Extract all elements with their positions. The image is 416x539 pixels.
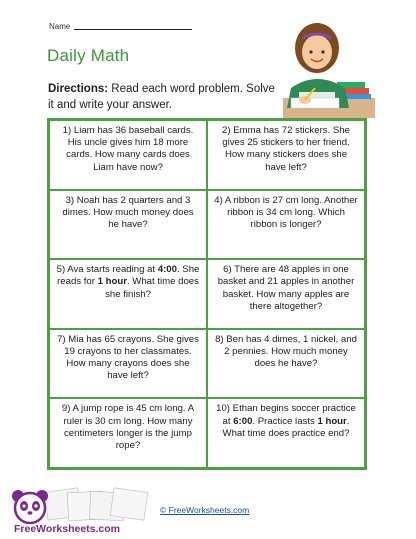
problem-cell: [49, 329, 207, 399]
problem-emphasis: 1 hour: [97, 276, 127, 288]
problem-cell: [207, 259, 365, 329]
problem-emphasis: 6:00: [233, 415, 253, 427]
problem-cell: [49, 190, 207, 260]
problem-text: 3) Noah has 2 quarters and 3 dimes. How much money does he have?: [62, 194, 194, 230]
problem-text: . What time does practice end?: [222, 415, 350, 439]
problem-text: 9) A jump rope is 45 cm long. A ruler is 30 cm long. How many centimeters longer is the jump rope?: [61, 403, 195, 451]
problem-cell: [49, 259, 207, 329]
problem-text: 4) A ribbon is 27 cm long. Another ribbon is 34 cm long. Which ribbon is longer?: [214, 194, 358, 230]
page-title: Daily Math: [47, 46, 130, 65]
problem-text: 8) Ben has 4 dimes, 1 nickel, and 2 pennies. How much money does he have?: [215, 333, 357, 370]
problem-text: 1) Liam has 36 baseball cards. His uncle gives him 18 more cards. How many cards does Liam have now?: [62, 125, 194, 173]
problem-grid: [47, 118, 367, 470]
name-label: Name: [49, 22, 71, 31]
problem-text: 5) Ava starts reading at: [56, 264, 158, 276]
name-underline: [74, 29, 192, 30]
problem-cell: [207, 398, 365, 468]
directions: [48, 81, 278, 113]
problem-cell: [49, 398, 207, 468]
problem-text: . What time does she finish?: [105, 276, 199, 300]
problem-text: 10) Ethan begins soccer practice at: [216, 403, 356, 427]
copyright-link[interactable]: © FreeWorksheets.com: [160, 505, 250, 515]
problem-text: 2) Emma has 72 stickers. She gives 25 stickers to her friend. How many stickers does she have left?: [222, 125, 350, 173]
logo-wordmark: FreeWorksheets.com: [14, 523, 121, 535]
problem-emphasis: 4:00: [157, 264, 177, 276]
directions-label: Directions:: [48, 83, 109, 95]
problem-text: . She reads for: [57, 264, 200, 288]
freeworksheets-logo: [6, 482, 176, 539]
problem-cell: [207, 329, 365, 399]
directions-text: Read each word problem. Solve it and write your answer.: [48, 83, 275, 111]
problem-cell: [207, 190, 365, 260]
problem-text: 6) There are 48 apples in one basket and 21 apples in another basket. How many apples are there altogether?: [217, 264, 355, 312]
problem-cell: [49, 120, 207, 190]
problem-cell: [207, 120, 365, 190]
problem-text: 7) Mia has 65 crayons. She gives 19 crayons to her classmates. How many crayons does she have left?: [57, 333, 199, 382]
problem-emphasis: 1 hour: [317, 415, 347, 427]
name-field[interactable]: [49, 22, 192, 31]
problem-text: . Practice lasts: [252, 415, 318, 427]
girl-writing-illustration: [265, 18, 375, 118]
